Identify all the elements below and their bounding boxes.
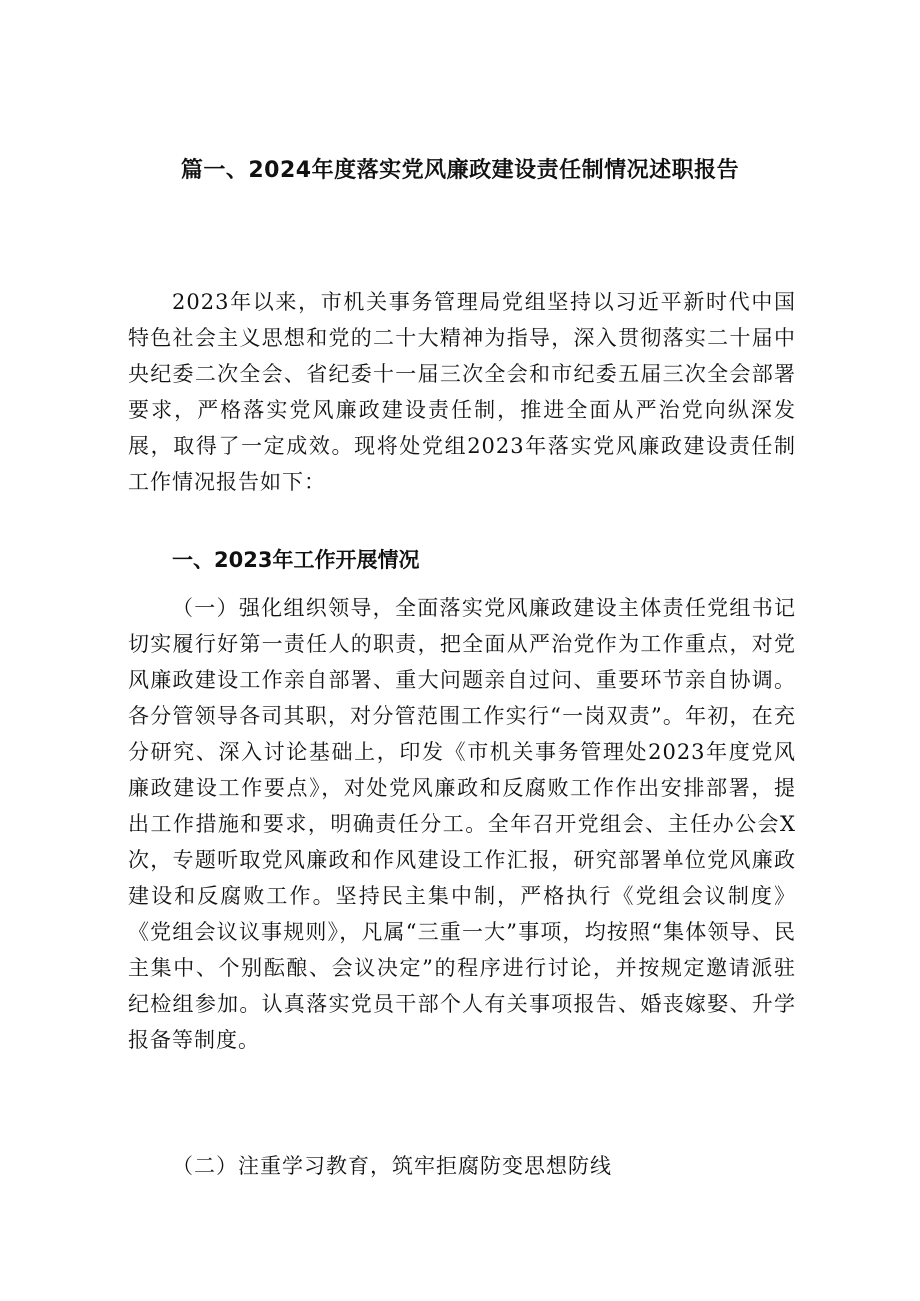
intro-paragraph: 2023年以来，市机关事务管理局党组坚持以习近平新时代中国特色社会主义思想和党的二十大精神为指导，深入贯彻落实二十届中央纪委二次全会、省纪委十一届三次全会和市纪委五届三次全会部署要求，严格落实党风廉政建设责任制，推进全面从严治党向纵深发展，取得了一定成效。现将处党组2023年落实党风廉政建设责任制工作情况报告如下： xyxy=(128,290,796,494)
document-title: 篇一、2024年度落实党风廉政建设责任制情况述职报告 xyxy=(180,158,740,183)
section-heading: 一、2023年工作开展情况 xyxy=(172,548,420,572)
subsection-paragraph-1: （一）强化组织领导，全面落实党风廉政建设主体责任党组书记切实履行好第一责任人的职责，把全面从严治党作为工作重点，对党风廉政建设工作亲自部署、重大问题亲自过问、重要环节亲自协调。各分管领导各司其职，对分管范围工作实行“一岗双责”。年初，在充分研究、深入讨论基础上，印发《市机关事务管理处2023年度党风廉政建设工作要点》，对处党风廉政和反腐败工作作出安排部署，提出工作措施和要求，明确责任分工。全年召开党组会、主任办公会X次，专题听取党风廉政和作风建设工作汇报，研究部署单位党风廉政建设和反腐败工作。坚持民主集中制，严格执行《党组会议制度》《党组会议议事规则》，凡属“三重一大”事项，均按照“集体领导、民主集中、个别酝酿、会议决定”的程序进行讨论，并按规定邀请派驻纪检组参加。认真落实党员干部个人有关事项报告、婚丧嫁娶、升学报备等制度。 xyxy=(128,596,796,1052)
subsection-heading-2: （二）注重学习教育，筑牢拒腐防变思想防线 xyxy=(172,1154,612,1178)
